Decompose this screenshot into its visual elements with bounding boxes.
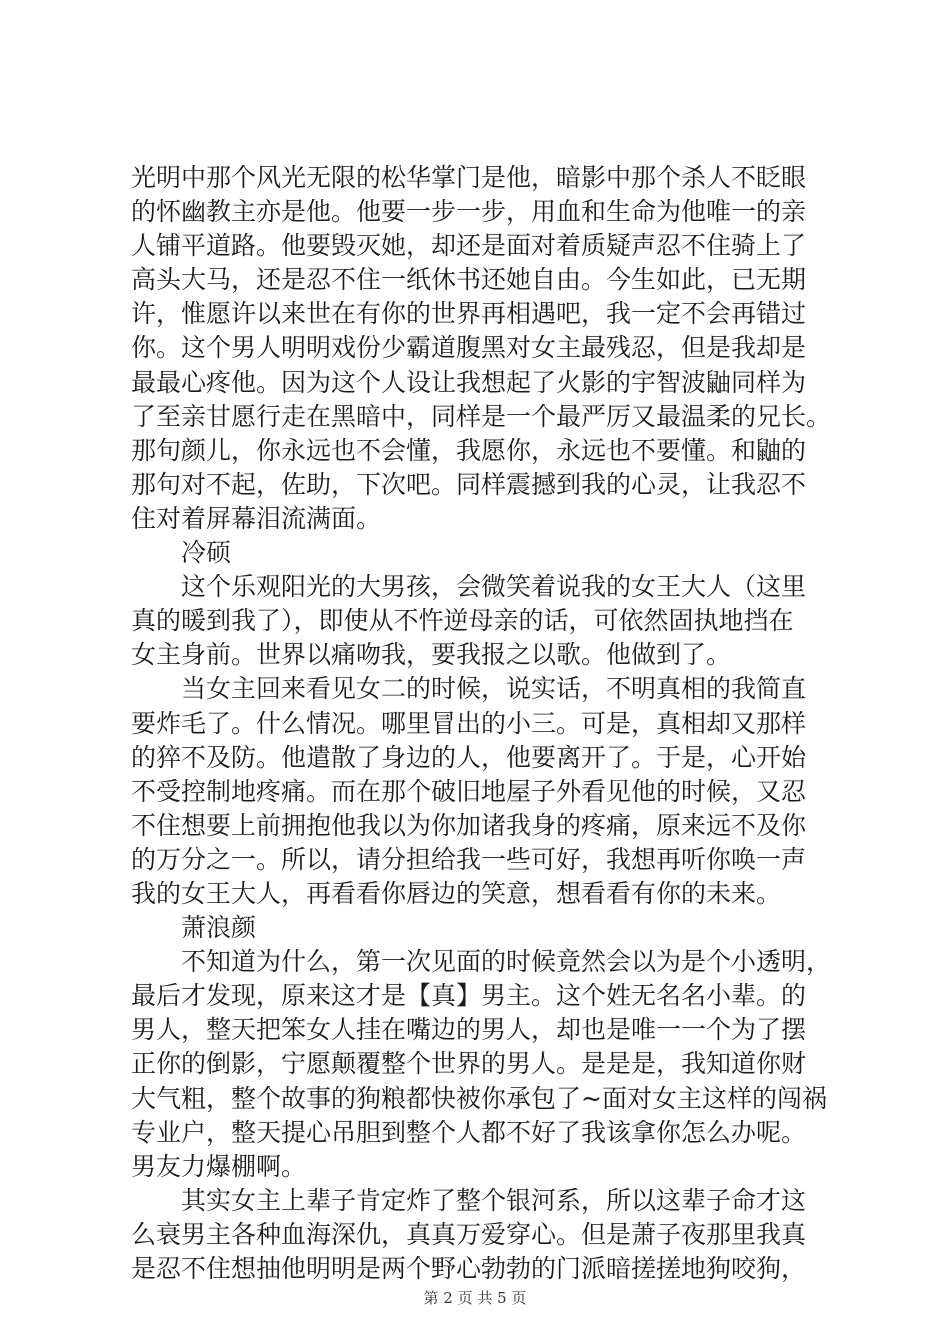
text-line: 光明中那个风光无限的松华掌门是他，暗影中那个杀人不眨眼: [131, 163, 807, 192]
text-line: 最后才发现，原来这才是【真】男主。这个姓无名名小辈。的: [131, 981, 807, 1011]
text-line: 高头大马，还是忍不住一纸休书还她自由。今生如此，已无期: [131, 265, 807, 295]
text-line: 女主身前。世界以痛吻我，要我报之以歌。他做到了。: [131, 640, 732, 670]
text-line: 的怀幽教主亦是他。他要一步一步，用血和生命为他唯一的亲: [131, 197, 807, 227]
text-line: 不知道为什么，第一次见面的时候竟然会以为是个小透明，: [181, 947, 832, 977]
text-line: 那句对不起，佐助，下次吧。同样震撼到我的心灵，让我忍不: [131, 469, 807, 499]
text-line: 男友力爆棚啊。: [131, 1151, 307, 1181]
text-line: 了至亲甘愿行走在黑暗中，同样是一个最严厉又最温柔的兄长。: [131, 401, 832, 431]
text-line: 这个乐观阳光的大男孩，会微笑着说我的女王大人（这里: [181, 572, 807, 602]
text-line: 许，惟愿许以来世在有你的世界再相遇吧，我一定不会再错过: [131, 299, 807, 329]
text-line: 住对着屏幕泪流满面。: [131, 503, 382, 533]
text-line: 你。这个男人明明戏份少霸道腹黑对女主最残忍，但是我却是: [131, 333, 807, 363]
text-line: 我的女王大人，再看看你唇边的笑意，想看看有你的未来。: [131, 878, 782, 908]
text-line: 萧浪颜: [181, 913, 257, 943]
text-line: 不住想要上前拥抱他我以为你加诸我身的疼痛，原来远不及你: [131, 810, 807, 840]
text-line: 最最心疼他。因为这个人设让我想起了火影的宇智波鼬同样为: [131, 367, 807, 397]
text-line: 人铺平道路。他要毁灭她，却还是面对着质疑声忍不住骑上了: [131, 231, 807, 261]
text-line: 那句颜儿，你永远也不会懂，我愿你，永远也不要懂。和鼬的: [131, 435, 807, 465]
text-line: 其实女主上辈子肯定炸了整个银河系，所以这辈子命才这: [181, 1185, 807, 1215]
text-line: 要炸毛了。什么情况。哪里冒出的小三。可是，真相却又那样: [131, 708, 807, 738]
text-line: 真的暖到我了），即使从不忤逆母亲的话，可依然固执地挡在: [131, 606, 794, 636]
text-line: 男人，整天把笨女人挂在嘴边的男人，却也是唯一一个为了摆: [131, 1015, 807, 1045]
page-footer: 第 2 页 共 5 页: [423, 1289, 527, 1307]
text-line: 的猝不及防。他遣散了身边的人，他要离开了。于是，心开始: [131, 742, 807, 772]
document-body: [131, 161, 831, 1286]
text-line: 专业户，整天提心吊胆到整个人都不好了我该拿你怎么办呢。: [131, 1117, 807, 1147]
text-line: 是忍不住想抽他明明是两个野心勃勃的门派暗搓搓地狗咬狗，: [131, 1254, 807, 1283]
text-line: 大气粗，整个故事的狗粮都快被你承包了~面对女主这样的闯祸: [131, 1083, 827, 1113]
text-line: 冷硕: [181, 538, 232, 568]
text-line: 不受控制地疼痛。而在那个破旧地屋子外看见他的时候，又忍: [131, 776, 807, 806]
text-line: 的万分之一。所以，请分担给我一些可好，我想再听你唤一声: [131, 844, 807, 874]
text-line: 正你的倒影，宁愿颠覆整个世界的男人。是是是，我知道你财: [131, 1049, 807, 1079]
text-line: 当女主回来看见女二的时候，说实话，不明真相的我简直: [181, 674, 807, 704]
text-line: 么衰男主各种血海深仇，真真万爱穿心。但是萧子夜那里我真: [131, 1219, 807, 1249]
